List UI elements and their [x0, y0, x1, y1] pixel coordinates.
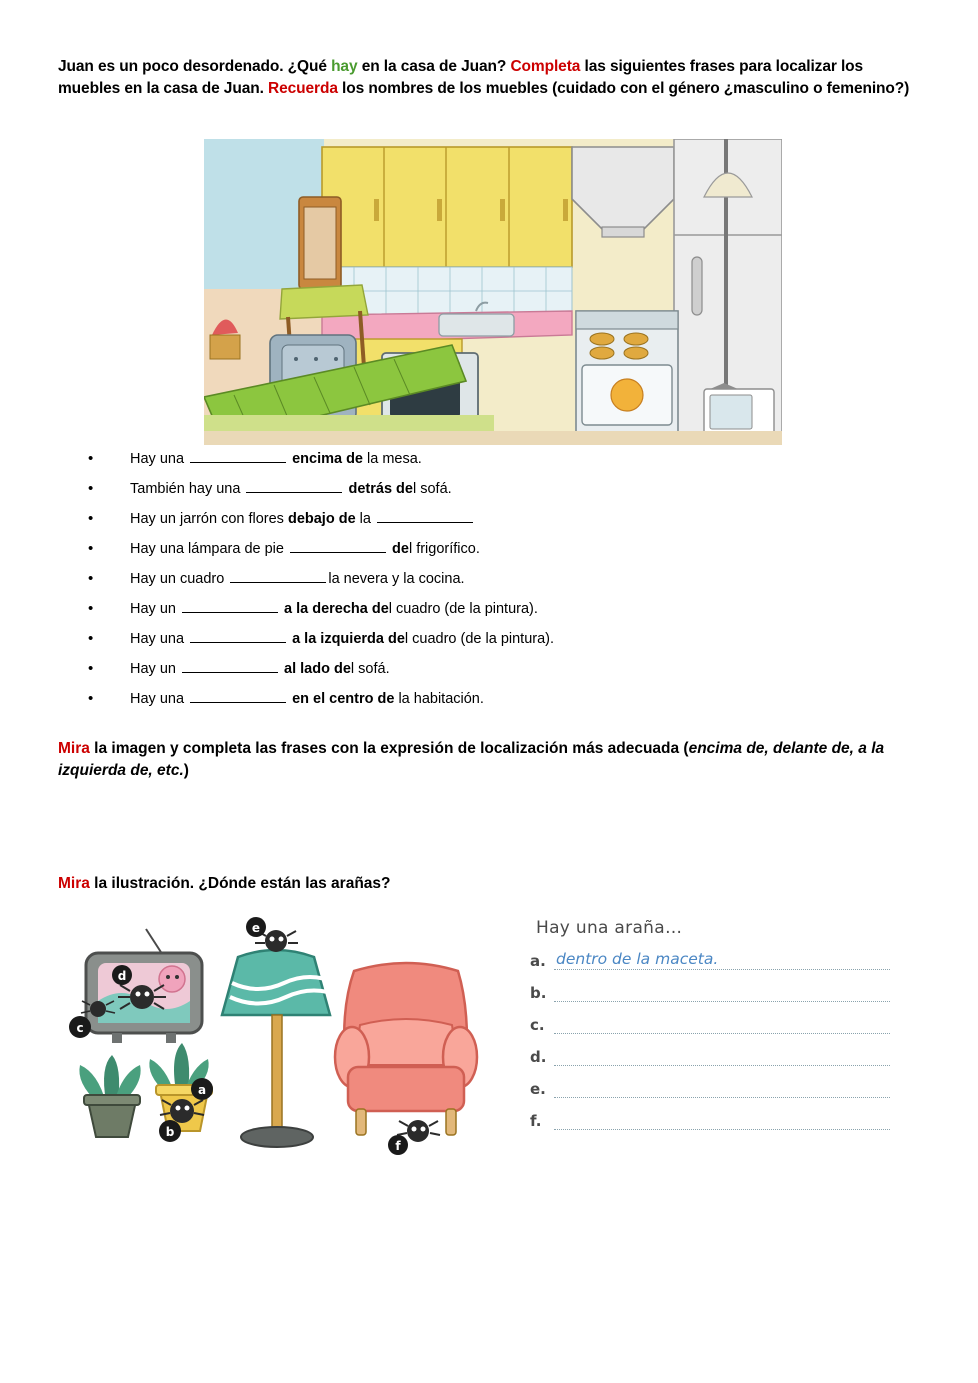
answers-block	[530, 918, 890, 1158]
blank-field-5[interactable]	[230, 568, 326, 583]
sentence-2-post: l sofá.	[412, 481, 452, 497]
list-item	[76, 598, 936, 617]
sentence-2	[130, 478, 452, 497]
plant-left	[79, 1055, 140, 1137]
sentence-3-bold: debajo de	[287, 511, 356, 527]
answer-field-a[interactable]	[554, 952, 890, 970]
exercise-2-instruction	[58, 738, 928, 783]
exercise-2-examples: encima de, delante de, a la izquierda de, etc.	[58, 740, 885, 780]
answer-row-f	[530, 1112, 890, 1130]
svg-text:d: d	[117, 969, 127, 983]
sentence-4	[130, 538, 480, 557]
intro-completa-highlight: Completa	[510, 58, 581, 75]
sentence-6-post: l cuadro (de la pintura).	[388, 601, 538, 617]
answer-label-f: f.	[530, 1112, 542, 1130]
answer-row-d	[530, 1048, 890, 1066]
sentence-7-bold: a la izquierda de	[292, 631, 405, 647]
sentence-9-bold: en el centro de	[292, 691, 395, 707]
sentence-7-post: l cuadro (de la pintura).	[404, 631, 555, 647]
sentence-2-bold: detrás de	[348, 481, 413, 497]
blank-field-6[interactable]	[182, 598, 278, 613]
bullet-marker: •	[88, 540, 94, 557]
mira-highlight-1: Mira	[58, 740, 90, 757]
kitchen-illustration	[204, 139, 782, 445]
sentence-1-pre: Hay una	[130, 451, 189, 467]
answer-field-f[interactable]	[554, 1112, 890, 1130]
blank-field-3[interactable]	[377, 508, 473, 523]
list-item	[76, 448, 936, 467]
answer-label-d: d.	[530, 1048, 547, 1066]
svg-text:a: a	[197, 1083, 207, 1097]
answer-row-b	[530, 984, 890, 1002]
sentence-7	[130, 628, 554, 647]
exercise-3-instruction	[58, 875, 928, 893]
list-item	[76, 508, 936, 527]
svg-text:e: e	[251, 921, 261, 935]
sentence-1-bold: encima de	[292, 451, 363, 467]
list-item	[76, 568, 936, 587]
blank-field-7[interactable]	[190, 628, 286, 643]
exercise-3-text: la ilustración. ¿Dónde están las arañas?	[89, 875, 391, 892]
sentence-4-post: l frigorífico.	[408, 541, 480, 557]
bullet-marker: •	[88, 480, 94, 497]
spider-f	[388, 1120, 440, 1155]
sentence-6-pre: Hay un	[130, 601, 180, 617]
sentence-8-bold: al lado de	[284, 661, 351, 677]
sentence-4-bold: de	[392, 541, 409, 557]
bullet-marker: •	[88, 690, 94, 707]
intro-recuerda-highlight: Recuerda	[268, 80, 338, 97]
mira-highlight-2: Mira	[58, 875, 90, 892]
answer-field-d[interactable]	[554, 1048, 890, 1066]
list-item	[76, 628, 936, 647]
answer-field-e[interactable]	[554, 1080, 890, 1098]
answer-label-c: c.	[530, 1016, 545, 1034]
sentence-5	[130, 568, 465, 587]
answers-header: Hay una araña…	[536, 918, 683, 938]
svg-text:c: c	[76, 1021, 84, 1035]
sentence-6-bold: a la derecha de	[284, 601, 389, 617]
blank-field-9[interactable]	[190, 688, 286, 703]
answer-row-c	[530, 1016, 890, 1034]
blank-field-1[interactable]	[190, 448, 286, 463]
spider-a	[191, 1078, 213, 1100]
sentence-7-pre: Hay una	[130, 631, 189, 647]
sentence-2-pre: También hay una	[130, 481, 245, 497]
answer-label-a: a.	[530, 952, 546, 970]
sentence-1	[130, 448, 422, 467]
bullet-marker: •	[88, 660, 94, 677]
sentence-5-pre: Hay un cuadro	[130, 571, 229, 587]
sentence-9	[130, 688, 484, 707]
svg-text:f: f	[395, 1139, 401, 1153]
label-c	[69, 1016, 91, 1038]
sentence-4-pre: Hay una lámpara de pie	[130, 541, 288, 557]
intro-hay-highlight: hay	[331, 58, 358, 75]
answer-row-e	[530, 1080, 890, 1098]
sentence-8	[130, 658, 390, 677]
sentence-8-post: l sofá.	[350, 661, 390, 677]
list-item	[76, 538, 936, 557]
answer-row-a	[530, 952, 890, 970]
answer-label-e: e.	[530, 1080, 546, 1098]
blank-field-2[interactable]	[246, 478, 342, 493]
intro-text-2: en la casa de Juan?	[357, 58, 511, 75]
intro-text-4: los nombres de los muebles (cuidado con el género ¿masculino o femenino?)	[337, 80, 910, 97]
armchair	[335, 963, 477, 1135]
exercise-2-text-2: )	[183, 762, 189, 780]
list-item	[76, 478, 936, 497]
bullet-marker: •	[88, 630, 94, 647]
exercise-1-list	[76, 448, 936, 718]
spider-e	[246, 917, 298, 952]
list-item	[76, 688, 936, 707]
bullet-marker: •	[88, 450, 94, 467]
list-item	[76, 658, 936, 677]
answer-field-b[interactable]	[554, 984, 890, 1002]
intro-text-1: Juan es un poco desordenado. ¿Qué	[58, 58, 332, 75]
sentence-9-pre: Hay una	[130, 691, 189, 707]
bullet-marker: •	[88, 570, 94, 587]
spiders-illustration	[60, 905, 510, 1170]
sentence-8-pre: Hay un	[130, 661, 180, 677]
answer-value-a: dentro de la maceta.	[556, 950, 719, 968]
kitchen-drawing	[204, 139, 782, 445]
intro-paragraph	[58, 56, 924, 100]
answer-field-c[interactable]	[554, 1016, 890, 1034]
sentence-3	[130, 508, 475, 527]
sentence-9-post: la habitación.	[394, 691, 484, 707]
sentence-6	[130, 598, 538, 617]
sentence-5-post: la nevera y la cocina.	[328, 571, 465, 587]
bullet-marker: •	[88, 510, 94, 527]
answer-label-b: b.	[530, 984, 547, 1002]
floor-lamp	[222, 950, 342, 1147]
sentence-1-post: la mesa.	[363, 451, 422, 467]
intro-text-3: las siguientes frases para localizar los muebles en la casa de Juan.	[58, 58, 864, 97]
svg-text:b: b	[165, 1125, 175, 1139]
blank-field-4[interactable]	[290, 538, 386, 553]
exercise-2-text-1: la imagen y completa las frases con la expresión de localización más adecuada (	[89, 740, 689, 757]
bullet-marker: •	[88, 600, 94, 617]
sentence-3-pre: Hay un jarrón con flores	[130, 511, 288, 527]
spiders-drawing	[60, 905, 510, 1170]
sentence-3-post: la	[355, 511, 375, 527]
blank-field-8[interactable]	[182, 658, 278, 673]
